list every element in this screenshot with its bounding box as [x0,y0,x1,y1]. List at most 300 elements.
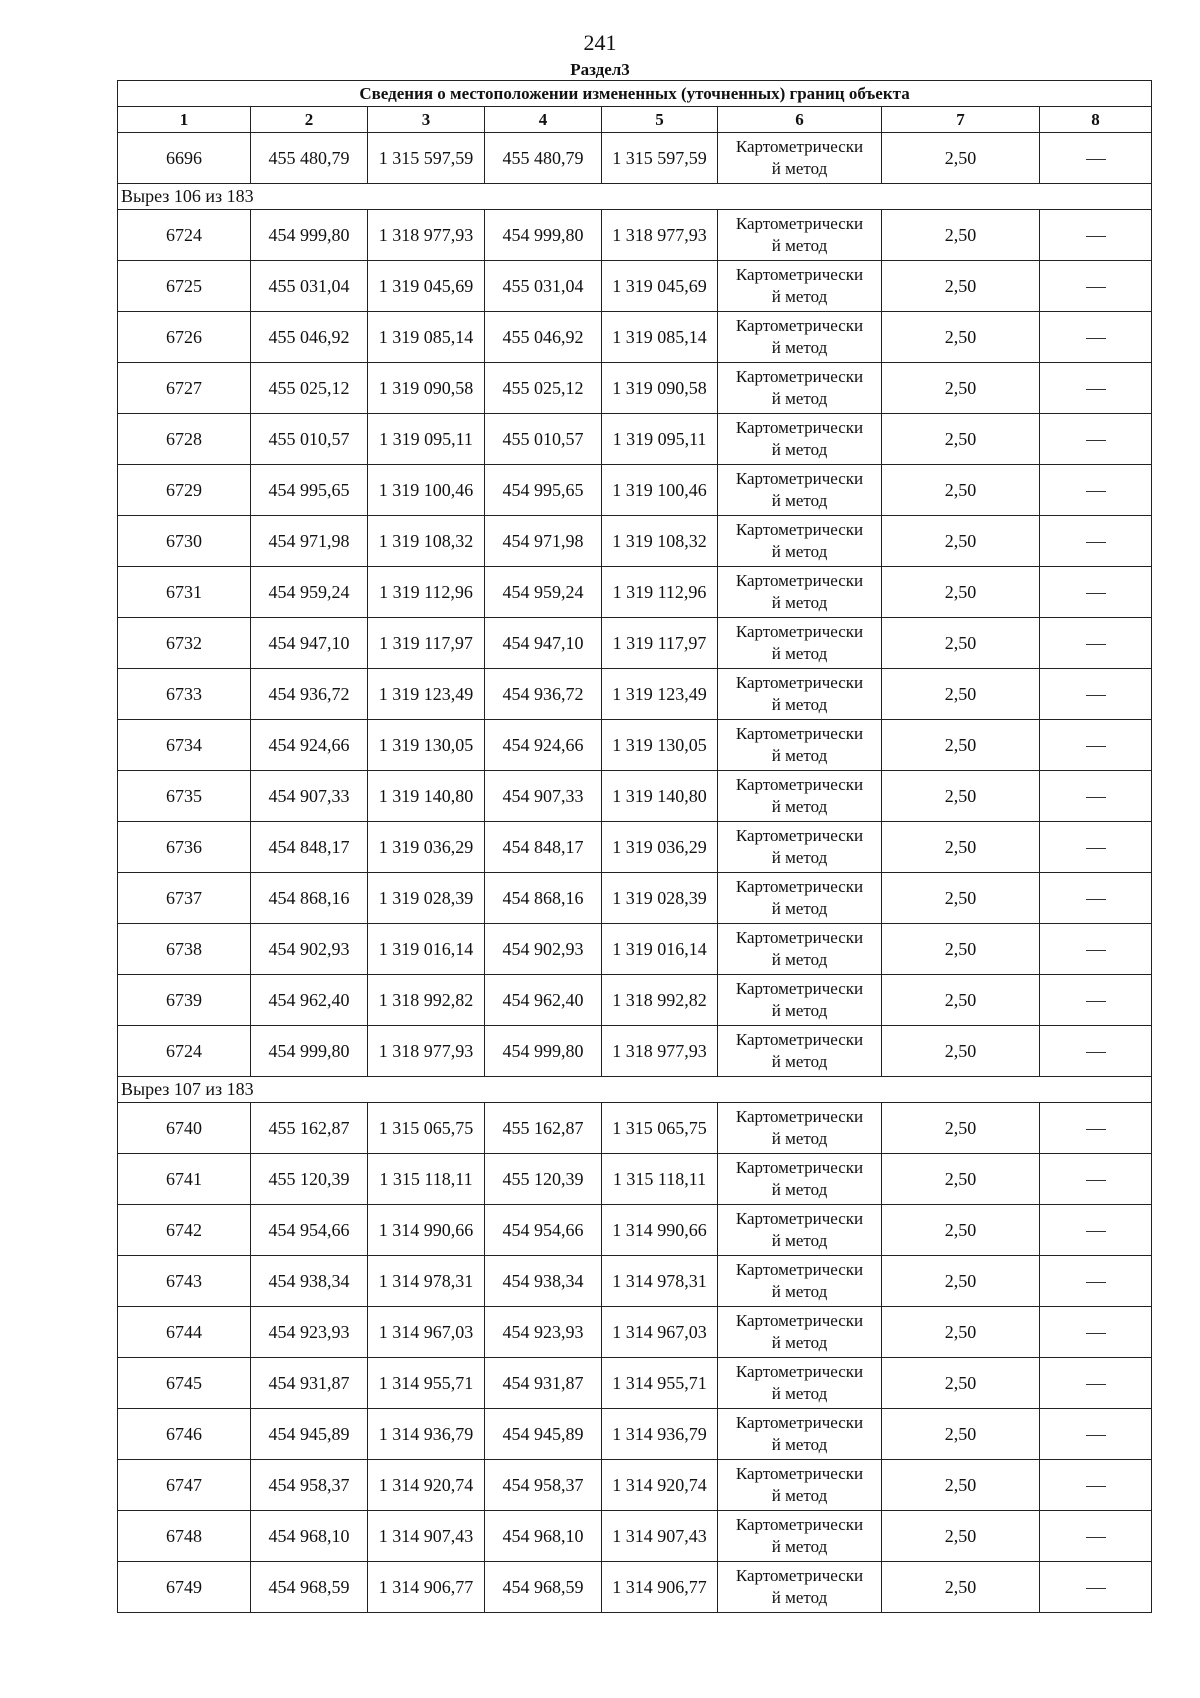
method-line-2: й метод [771,1537,828,1556]
method-cell [718,261,882,312]
method-line-1: Картометрически [735,1362,864,1381]
empty-value-cell [1040,1256,1152,1307]
dash-mark [1086,593,1106,594]
method-line-2: й метод [771,389,828,408]
x-new-cell: 454 968,59 [485,1562,602,1613]
x-old-cell: 454 945,89 [251,1409,368,1460]
table-row [118,414,1152,465]
dash-mark [1086,899,1106,900]
group-row [118,184,1152,210]
dash-mark [1086,236,1106,237]
x-new-cell: 454 959,24 [485,567,602,618]
point-number-cell: 6734 [118,720,251,771]
empty-value-cell [1040,1026,1152,1077]
point-number-cell: 6730 [118,516,251,567]
dash-mark [1086,746,1106,747]
dash-mark [1086,1001,1106,1002]
x-old-cell: 454 907,33 [251,771,368,822]
method-line-1: Картометрически [735,571,864,590]
accuracy-cell: 2,50 [882,873,1040,924]
column-header: 4 [485,107,602,133]
point-number-cell: 6740 [118,1103,251,1154]
empty-value-cell [1040,720,1152,771]
method-cell [718,618,882,669]
x-new-cell: 454 848,17 [485,822,602,873]
section-title: Раздел3 [570,60,630,79]
dash-mark [1086,1435,1106,1436]
point-number-cell: 6749 [118,1562,251,1613]
y-old-cell: 1 319 130,05 [368,720,485,771]
x-old-cell: 454 938,34 [251,1256,368,1307]
x-new-cell: 454 868,16 [485,873,602,924]
y-new-cell: 1 319 130,05 [602,720,718,771]
x-new-cell: 454 968,10 [485,1511,602,1562]
x-new-cell: 454 938,34 [485,1256,602,1307]
dash-mark [1086,389,1106,390]
point-number-cell: 6737 [118,873,251,924]
x-new-cell: 455 162,87 [485,1103,602,1154]
dash-mark [1086,287,1106,288]
y-new-cell: 1 319 100,46 [602,465,718,516]
point-number-cell: 6743 [118,1256,251,1307]
method-cell [718,1103,882,1154]
x-new-cell: 454 945,89 [485,1409,602,1460]
empty-value-cell [1040,771,1152,822]
table-row [118,133,1152,184]
method-line-1: Картометрически [735,520,864,539]
accuracy-cell: 2,50 [882,618,1040,669]
accuracy-cell: 2,50 [882,771,1040,822]
method-line-1: Картометрически [735,1464,864,1483]
method-cell [718,567,882,618]
method-line-2: й метод [771,848,828,867]
y-new-cell: 1 315 118,11 [602,1154,718,1205]
column-header-row [118,107,1152,133]
y-new-cell: 1 319 108,32 [602,516,718,567]
point-number-cell: 6728 [118,414,251,465]
y-old-cell: 1 319 100,46 [368,465,485,516]
y-old-cell: 1 319 140,80 [368,771,485,822]
dash-mark [1086,1588,1106,1589]
method-cell [718,975,882,1026]
x-old-cell: 454 868,16 [251,873,368,924]
method-cell [718,1562,882,1613]
method-line-1: Картометрически [735,673,864,692]
dash-mark [1086,1282,1106,1283]
accuracy-cell: 2,50 [882,516,1040,567]
y-old-cell: 1 319 112,96 [368,567,485,618]
column-header: 8 [1040,107,1152,133]
y-new-cell: 1 319 045,69 [602,261,718,312]
method-line-2: й метод [771,1282,828,1301]
accuracy-cell: 2,50 [882,1026,1040,1077]
method-cell [718,1205,882,1256]
method-line-2: й метод [771,338,828,357]
point-number-cell: 6733 [118,669,251,720]
method-line-1: Картометрически [735,418,864,437]
empty-value-cell [1040,261,1152,312]
table-row [118,873,1152,924]
point-number-cell: 6724 [118,210,251,261]
accuracy-cell: 2,50 [882,1562,1040,1613]
x-new-cell: 454 936,72 [485,669,602,720]
x-old-cell: 454 954,66 [251,1205,368,1256]
y-old-cell: 1 318 977,93 [368,1026,485,1077]
table-caption: Сведения о местоположении измененных (уточненных) границ объекта [118,81,1152,107]
method-line-2: й метод [771,491,828,510]
method-line-2: й метод [771,1001,828,1020]
point-number-cell: 6744 [118,1307,251,1358]
point-number-cell: 6727 [118,363,251,414]
method-cell [718,1307,882,1358]
empty-value-cell [1040,1358,1152,1409]
method-cell [718,822,882,873]
x-old-cell: 454 999,80 [251,210,368,261]
table-row [118,1409,1152,1460]
x-new-cell: 455 046,92 [485,312,602,363]
column-header: 2 [251,107,368,133]
method-cell [718,1154,882,1205]
table-row [118,975,1152,1026]
table-caption-row [118,81,1152,107]
x-new-cell: 455 010,57 [485,414,602,465]
empty-value-cell [1040,873,1152,924]
y-old-cell: 1 318 992,82 [368,975,485,1026]
group-label: Вырез 106 из 183 [118,184,1152,210]
group-label: Вырез 107 из 183 [118,1077,1152,1103]
method-line-2: й метод [771,746,828,765]
x-old-cell: 454 923,93 [251,1307,368,1358]
x-new-cell: 455 120,39 [485,1154,602,1205]
dash-mark [1086,644,1106,645]
y-old-cell: 1 315 065,75 [368,1103,485,1154]
method-line-1: Картометрически [735,622,864,641]
y-new-cell: 1 318 992,82 [602,975,718,1026]
accuracy-cell: 2,50 [882,363,1040,414]
y-old-cell: 1 319 016,14 [368,924,485,975]
method-line-2: й метод [771,159,828,178]
y-new-cell: 1 319 117,97 [602,618,718,669]
method-line-1: Картометрически [735,469,864,488]
table-row [118,1154,1152,1205]
x-old-cell: 454 968,10 [251,1511,368,1562]
method-line-2: й метод [771,593,828,612]
table-row [118,312,1152,363]
boundary-table [117,80,1152,1613]
x-new-cell: 454 962,40 [485,975,602,1026]
point-number-cell: 6741 [118,1154,251,1205]
x-new-cell: 454 999,80 [485,1026,602,1077]
y-old-cell: 1 319 085,14 [368,312,485,363]
y-old-cell: 1 319 045,69 [368,261,485,312]
y-new-cell: 1 315 597,59 [602,133,718,184]
point-number-cell: 6724 [118,1026,251,1077]
column-header: 6 [718,107,882,133]
method-line-2: й метод [771,440,828,459]
accuracy-cell: 2,50 [882,210,1040,261]
method-line-1: Картометрически [735,979,864,998]
x-new-cell: 455 480,79 [485,133,602,184]
point-number-cell: 6731 [118,567,251,618]
empty-value-cell [1040,567,1152,618]
y-old-cell: 1 318 977,93 [368,210,485,261]
table-row [118,1562,1152,1613]
method-line-1: Картометрически [735,1413,864,1432]
y-new-cell: 1 319 140,80 [602,771,718,822]
method-line-2: й метод [771,1486,828,1505]
x-old-cell: 455 010,57 [251,414,368,465]
point-number-cell: 6742 [118,1205,251,1256]
empty-value-cell [1040,669,1152,720]
accuracy-cell: 2,50 [882,720,1040,771]
y-new-cell: 1 319 112,96 [602,567,718,618]
point-number-cell: 6726 [118,312,251,363]
method-cell [718,210,882,261]
x-new-cell: 454 958,37 [485,1460,602,1511]
accuracy-cell: 2,50 [882,567,1040,618]
table-row [118,1511,1152,1562]
dash-mark [1086,1129,1106,1130]
table-row [118,210,1152,261]
method-line-1: Картометрически [735,214,864,233]
x-old-cell: 455 031,04 [251,261,368,312]
method-line-1: Картометрически [735,1515,864,1534]
y-old-cell: 1 314 978,31 [368,1256,485,1307]
y-new-cell: 1 319 028,39 [602,873,718,924]
empty-value-cell [1040,363,1152,414]
point-number-cell: 6725 [118,261,251,312]
empty-value-cell [1040,975,1152,1026]
y-new-cell: 1 319 016,14 [602,924,718,975]
method-cell [718,133,882,184]
dash-mark [1086,491,1106,492]
dash-mark [1086,797,1106,798]
x-old-cell: 454 999,80 [251,1026,368,1077]
empty-value-cell [1040,516,1152,567]
column-header: 1 [118,107,251,133]
x-old-cell: 454 902,93 [251,924,368,975]
y-old-cell: 1 319 090,58 [368,363,485,414]
y-old-cell: 1 314 936,79 [368,1409,485,1460]
x-old-cell: 454 924,66 [251,720,368,771]
accuracy-cell: 2,50 [882,975,1040,1026]
y-new-cell: 1 314 936,79 [602,1409,718,1460]
accuracy-cell: 2,50 [882,1154,1040,1205]
dash-mark [1086,1537,1106,1538]
x-old-cell: 454 995,65 [251,465,368,516]
y-old-cell: 1 314 920,74 [368,1460,485,1511]
y-old-cell: 1 314 967,03 [368,1307,485,1358]
y-old-cell: 1 319 108,32 [368,516,485,567]
point-number-cell: 6696 [118,133,251,184]
empty-value-cell [1040,414,1152,465]
method-line-1: Картометрически [735,826,864,845]
dash-mark [1086,848,1106,849]
dash-mark [1086,440,1106,441]
table-row [118,1358,1152,1409]
accuracy-cell: 2,50 [882,1256,1040,1307]
dash-mark [1086,159,1106,160]
method-line-1: Картометрически [735,1209,864,1228]
method-line-2: й метод [771,1384,828,1403]
method-line-2: й метод [771,899,828,918]
x-old-cell: 454 959,24 [251,567,368,618]
method-cell [718,873,882,924]
method-cell [718,1026,882,1077]
y-new-cell: 1 314 906,77 [602,1562,718,1613]
y-new-cell: 1 314 920,74 [602,1460,718,1511]
x-old-cell: 454 848,17 [251,822,368,873]
table-row [118,567,1152,618]
x-new-cell: 454 931,87 [485,1358,602,1409]
method-line-1: Картометрически [735,724,864,743]
method-cell [718,924,882,975]
x-old-cell: 455 046,92 [251,312,368,363]
empty-value-cell [1040,312,1152,363]
method-cell [718,1460,882,1511]
accuracy-cell: 2,50 [882,669,1040,720]
y-old-cell: 1 319 095,11 [368,414,485,465]
table-row [118,1256,1152,1307]
x-old-cell: 454 947,10 [251,618,368,669]
method-line-1: Картометрически [735,1566,864,1585]
table-row [118,1460,1152,1511]
method-line-2: й метод [771,1333,828,1352]
x-old-cell: 455 480,79 [251,133,368,184]
method-line-1: Картометрически [735,877,864,896]
dash-mark [1086,1052,1106,1053]
dash-mark [1086,1384,1106,1385]
column-header: 5 [602,107,718,133]
x-new-cell: 454 907,33 [485,771,602,822]
dash-mark [1086,1333,1106,1334]
y-old-cell: 1 314 990,66 [368,1205,485,1256]
x-new-cell: 455 025,12 [485,363,602,414]
dash-mark [1086,950,1106,951]
method-line-1: Картометрически [735,316,864,335]
empty-value-cell [1040,1103,1152,1154]
table-row [118,924,1152,975]
accuracy-cell: 2,50 [882,261,1040,312]
dash-mark [1086,1231,1106,1232]
y-old-cell: 1 319 028,39 [368,873,485,924]
y-new-cell: 1 319 095,11 [602,414,718,465]
column-header: 7 [882,107,1040,133]
method-line-2: й метод [771,695,828,714]
point-number-cell: 6748 [118,1511,251,1562]
x-new-cell: 454 954,66 [485,1205,602,1256]
table-row [118,618,1152,669]
y-new-cell: 1 314 978,31 [602,1256,718,1307]
x-new-cell: 454 902,93 [485,924,602,975]
method-line-2: й метод [771,1052,828,1071]
method-line-2: й метод [771,950,828,969]
y-old-cell: 1 314 906,77 [368,1562,485,1613]
method-cell [718,516,882,567]
y-new-cell: 1 319 123,49 [602,669,718,720]
method-cell [718,720,882,771]
method-line-2: й метод [771,1129,828,1148]
point-number-cell: 6735 [118,771,251,822]
y-old-cell: 1 315 597,59 [368,133,485,184]
point-number-cell: 6747 [118,1460,251,1511]
dash-mark [1086,1180,1106,1181]
empty-value-cell [1040,1562,1152,1613]
accuracy-cell: 2,50 [882,414,1040,465]
x-old-cell: 454 971,98 [251,516,368,567]
accuracy-cell: 2,50 [882,133,1040,184]
method-line-1: Картометрически [735,265,864,284]
empty-value-cell [1040,1511,1152,1562]
method-line-2: й метод [771,542,828,561]
empty-value-cell [1040,1307,1152,1358]
table-row [118,363,1152,414]
method-cell [718,771,882,822]
accuracy-cell: 2,50 [882,822,1040,873]
dash-mark [1086,695,1106,696]
method-line-1: Картометрически [735,1107,864,1126]
method-cell [718,669,882,720]
table-row [118,669,1152,720]
point-number-cell: 6732 [118,618,251,669]
method-line-1: Картометрически [735,1260,864,1279]
method-line-1: Картометрически [735,775,864,794]
dash-mark [1086,338,1106,339]
empty-value-cell [1040,1154,1152,1205]
page-number: 241 [583,30,617,55]
table-row [118,822,1152,873]
y-new-cell: 1 314 907,43 [602,1511,718,1562]
empty-value-cell [1040,210,1152,261]
empty-value-cell [1040,133,1152,184]
method-line-2: й метод [771,1588,828,1607]
empty-value-cell [1040,1205,1152,1256]
empty-value-cell [1040,618,1152,669]
point-number-cell: 6729 [118,465,251,516]
table-row [118,1026,1152,1077]
method-line-1: Картометрически [735,1030,864,1049]
x-old-cell: 454 962,40 [251,975,368,1026]
empty-value-cell [1040,1409,1152,1460]
method-line-1: Картометрически [735,1158,864,1177]
method-cell [718,414,882,465]
x-new-cell: 454 947,10 [485,618,602,669]
x-old-cell: 455 120,39 [251,1154,368,1205]
method-line-2: й метод [771,1180,828,1199]
y-old-cell: 1 315 118,11 [368,1154,485,1205]
x-old-cell: 454 936,72 [251,669,368,720]
point-number-cell: 6738 [118,924,251,975]
x-old-cell: 454 968,59 [251,1562,368,1613]
x-new-cell: 454 995,65 [485,465,602,516]
dash-mark [1086,1486,1106,1487]
method-line-1: Картометрически [735,367,864,386]
method-cell [718,1511,882,1562]
x-new-cell: 454 999,80 [485,210,602,261]
x-new-cell: 455 031,04 [485,261,602,312]
x-new-cell: 454 924,66 [485,720,602,771]
accuracy-cell: 2,50 [882,1460,1040,1511]
x-new-cell: 454 923,93 [485,1307,602,1358]
y-old-cell: 1 319 123,49 [368,669,485,720]
x-old-cell: 455 025,12 [251,363,368,414]
method-cell [718,1358,882,1409]
x-old-cell: 454 931,87 [251,1358,368,1409]
point-number-cell: 6739 [118,975,251,1026]
dash-mark [1086,542,1106,543]
point-number-cell: 6745 [118,1358,251,1409]
method-line-1: Картометрически [735,928,864,947]
